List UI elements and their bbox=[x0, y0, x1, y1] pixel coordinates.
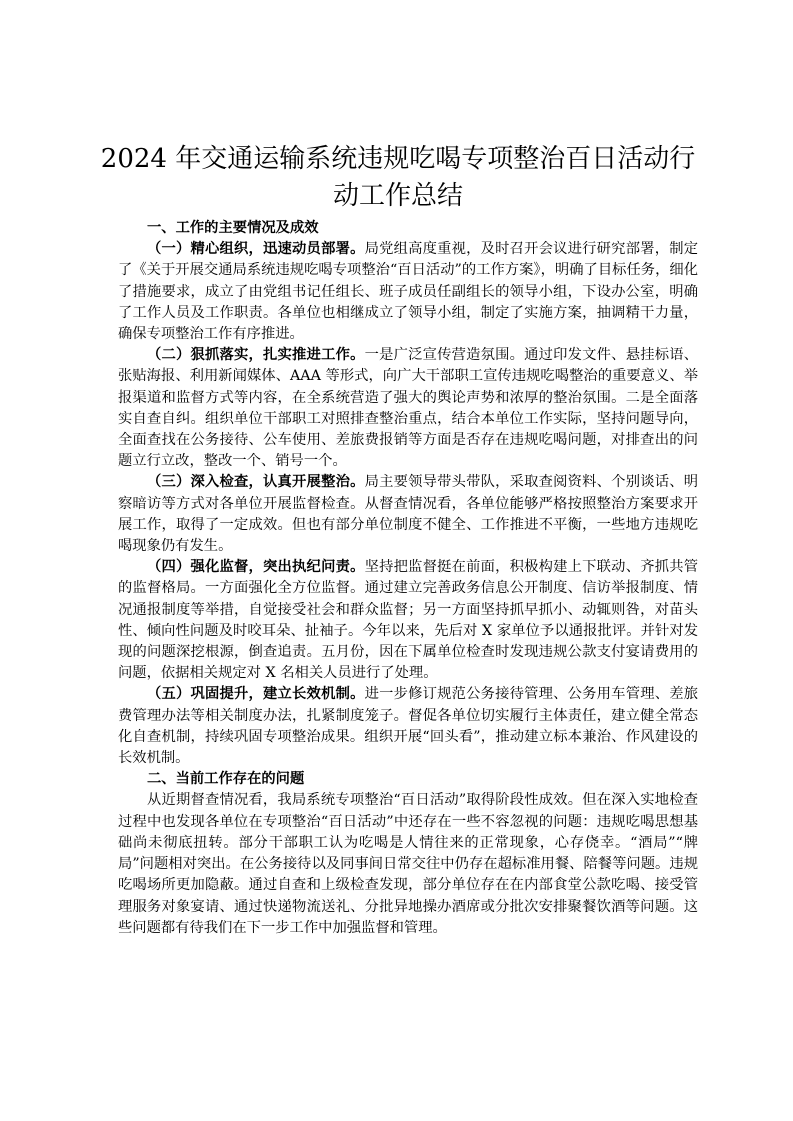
paragraph-1 bbox=[118, 239, 698, 345]
paragraph-text: 从近期督查情况看，我局系统专项整治“百日活动”取得阶段性成效。但在深入实地检查过程中也发现各单位在专项整治“百日活动”中还存在一些不容忽视的问题：违规吃喝思想基础尚未彻底扭转。部分干部职工认为吃喝是人情往来的正常现象，心存侥幸。“酒局”“牌局”问题相对突出。在公务接待以及同事间日常交往中仍存在超标准用餐、陪餐等问题。违规吃喝场所更加隐蔽。通过自查和上级检查发现，部分单位存在在内部食堂公款吃喝、接受管理服务对象宴请、通过快递物流送礼、分批异地操办酒席或分批次安排聚餐饮酒等问题。这些问题都有待我们在下一步工作中加强监督和管理。 bbox=[118, 792, 698, 936]
section-heading-1: 一、工作的主要情况及成效 bbox=[147, 220, 319, 236]
paragraph-4 bbox=[118, 557, 698, 684]
paragraph-lead: （一）精心组织，迅速动员部署。 bbox=[147, 241, 365, 258]
paragraph-text: 进一步修订规范公务接待管理、公务用车管理、差旅费管理办法等相关制度办法，扎紧制度笼子。督促各单位切实履行主体责任，建立健全常态化自查机制，持续巩固专项整治成果。组织开展“回头看”，推动建立标本兼治、作风建设的长效机制。 bbox=[118, 686, 699, 767]
paragraph-3 bbox=[118, 472, 698, 557]
paragraph-2 bbox=[118, 345, 698, 472]
section-heading-2: 二、当前工作存在的问题 bbox=[147, 771, 305, 788]
document-body bbox=[118, 218, 698, 939]
paragraph-text: 一是广泛宣传营造氛围。通过印发文件、悬挂标语、张贴海报、利用新闻媒体、AAA 等形式，向广大干部职工宣传违规吃喝整治的重要意义、举报渠道和监督方式等内容，在全系统营造了强大的舆论声势和浓厚的整治氛围。二是全面落实自查自纠。组织单位干部职工对照排查整治重点，结合本单位工作实际，坚持问题导向，全面查找在公务接待、公车使用、差旅费报销等方面是否存在违规吃喝问题，对排查出的问题立行立改，整改一个、销号一个。 bbox=[118, 347, 699, 470]
paragraph-6 bbox=[118, 790, 698, 938]
paragraph-text: 局主要领导带头带队，采取查阅资料、个别谈话、明察暗访等方式对各单位开展监督检查。从督查情况看，各单位能够严格按照整治方案要求开展工作，取得了一定成效。但也有部分单位制度不健全、工作推进不平衡，一些地方违规吃喝现象仍有发生。 bbox=[118, 474, 699, 555]
paragraph-lead: （三）深入检查，认真开展整治。 bbox=[147, 474, 365, 491]
paragraph-text: 局党组高度重视，及时召开会议进行研究部署，制定了《关于开展交通局系统违规吃喝专项整治“百日活动”的工作方案》，明确了目标任务，细化了措施要求，成立了由党组书记任组长、班子成员任副组长的领导小组，下设办公室，明确了工作人员及工作职责。各单位也相继成立了领导小组，制定了实施方案，抽调精干力量，确保专项整治工作有序推进。 bbox=[118, 241, 699, 343]
document-title: 2024 年交通运输系统违规吃喝专项整治百日活动行动工作总结 bbox=[100, 144, 696, 211]
paragraph-5 bbox=[118, 684, 698, 769]
paragraph-lead: （二）狠抓落实，扎实推进工作。 bbox=[147, 347, 365, 364]
paragraph-lead: （四）强化监督，突出执纪问责。 bbox=[147, 559, 365, 576]
paragraph-lead: （五）巩固提升，建立长效机制。 bbox=[147, 686, 365, 703]
paragraph-text: 坚持把监督挺在前面，积极构建上下联动、齐抓共管的监督格局。一方面强化全方位监督。通过建立完善政务信息公开制度、信访举报制度、情况通报制度等举措，自觉接受社会和群众监督；另一方面坚持抓早抓小、动辄则咎，对苗头性、倾向性问题及时咬耳朵、扯袖子。今年以来，先后对 X 家单位予以通报批评。并针对发现的问题深挖根源，倒查追责。五月份，因在下属单位检查时发现违规公款支付宴请费用的问题，依据相关规定对 X 名相关人员进行了处理。 bbox=[118, 559, 699, 682]
